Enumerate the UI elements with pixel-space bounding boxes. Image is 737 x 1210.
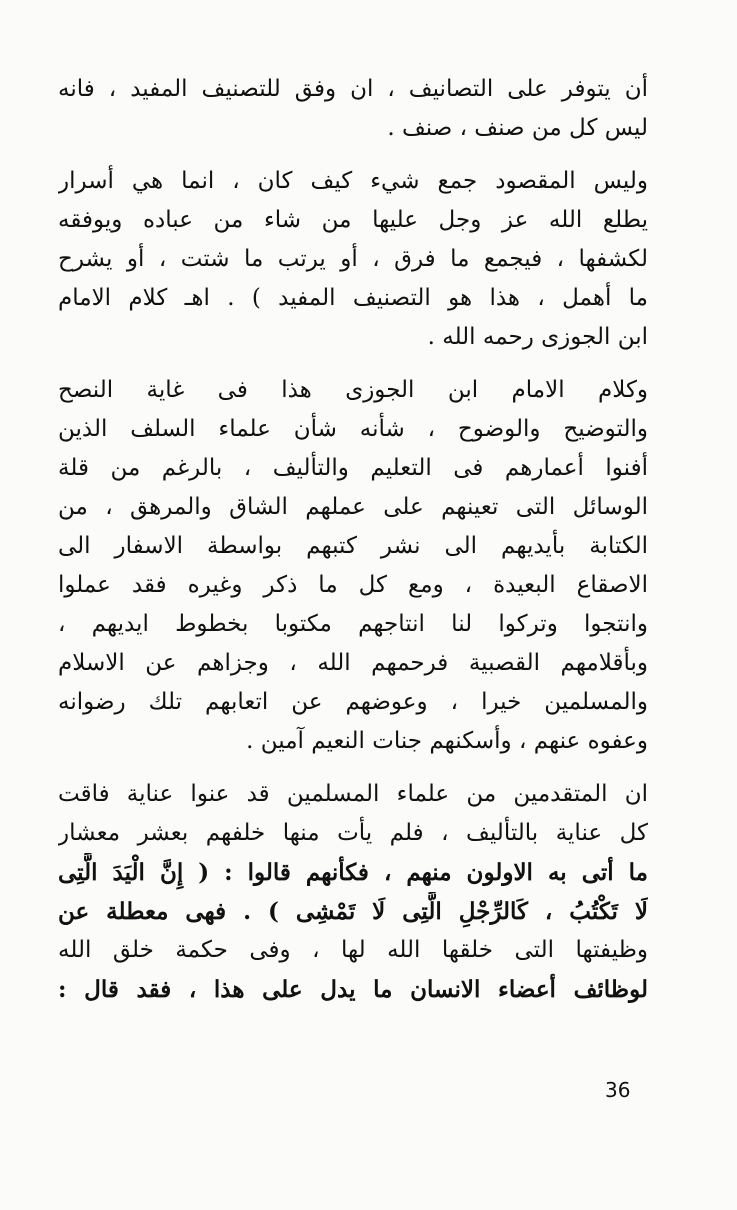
text-line: وكلام الامام ابن الجوزى هذا فى غاية النصح [58,377,648,403]
text-line: والتوضيح والوضوح ، شأنه شأن علماء السلف الذين [58,416,648,442]
text-line: وبأقلامهم القصبية فرحمهم الله ، وجزاهم عن الاسلام [58,650,648,676]
text-line: وليس المقصود جمع شيء كيف كان ، انما هي أسرار [58,168,648,194]
paragraph-4 [58,775,648,1009]
text-line: الوسائل التى تعينهم على عملهم الشاق والمرهق ، من [58,494,648,520]
text-line: ليس كل من صنف ، صنف . [387,115,648,141]
text-line: كل عناية بالتأليف ، فلم يأت منها خلفهم بعشر معشار [58,820,648,846]
text-line: وعفوه عنهم ، وأسكنهم جنات النعيم آمين . [246,728,648,754]
text-line: وانتجوا وتركوا لنا انتاجهم مكتوبا بخطوط ايديهم ، [58,611,648,637]
text-line: ان المتقدمين من علماء المسلمين قد عنوا عناية فاقت [58,781,648,807]
text-line: الاصقاع البعيدة ، ومع كل ما ذكر وغيره فقد عملوا [58,572,648,598]
text-line: لوظائف أعضاء الانسان ما يدل على هذا ، فقد قال : [58,976,648,1003]
page-number: 36 [605,1078,631,1102]
quote-line: ما أتى به الاولون منهم ، فكأنهم قالوا : ( إِنَّ الْيَدَ الَّتِى [58,859,648,886]
text-line: الكتابة بأيديهم الى نشر كتبهم بواسطة الاسفار الى [58,533,648,559]
text-line: لكشفها ، فيجمع ما فرق ، أو يرتب ما شتت ، أو يشرح [58,246,648,272]
text-line: وظيفتها التى خلقها الله لها ، وفى حكمة خلق الله [58,937,648,963]
text-line: يطلع الله عز وجل عليها من شاء من عباده ويوفقه [58,207,648,233]
text-line: والمسلمين خيرا ، وعوضهم عن اتعابهم تلك رضوانه [58,689,648,715]
text-line: ما أهمل ، هذا هو التصنيف المفيد ) . اهـ كلام الامام [58,285,648,311]
paragraph-3 [58,371,648,761]
page-body [58,70,648,1023]
text-line: أن يتوفر على التصانيف ، ان وفق للتصنيف المفيد ، فانه [58,76,648,102]
paragraph-2 [58,162,648,357]
text-line: أفنوا أعمارهم فى التعليم والتأليف ، بالرغم من قلة [58,455,648,481]
quote-line: لَا تَكْتُبُ ، كَالرِّجْلِ الَّتِى لَا تَمْشِى ) . فهى معطلة عن [58,898,648,925]
paragraph-1 [58,70,648,148]
text-line: ابن الجوزى رحمه الله . [427,324,648,350]
